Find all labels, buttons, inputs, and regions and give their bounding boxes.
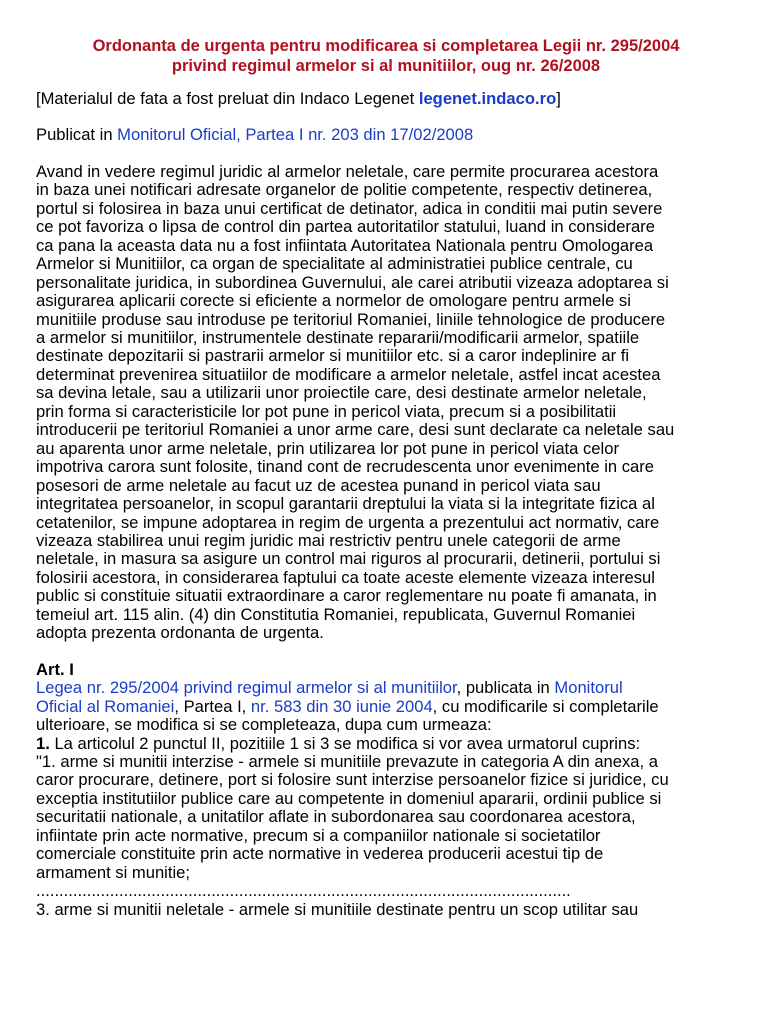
preamble-line: integritatea persoanelor, in scopul garantarii dreptului la viata si la integritate fizica al — [36, 494, 655, 514]
source-suffix: ] — [556, 89, 561, 108]
quote-line: exceptia institutiilor publice care au competente in domeniul apararii, ordinii publice si — [36, 788, 662, 808]
quote-line: comerciale constituite prin acte normative in vederea producerii acestui tip de — [36, 844, 604, 864]
preamble-line: cetatenilor, se impune adoptarea in regim de urgenta a prezentului act normativ, care — [36, 512, 660, 532]
quote-line: infiintate prin acte normative, precum si a companiilor nationale si societatilor — [36, 825, 601, 845]
preamble-line: a armelor si munitiilor, instrumentele destinate repararii/modificarii armelor, spatiile — [36, 327, 640, 347]
oficial-link[interactable]: Oficial al Romaniei — [36, 696, 175, 716]
preamble-line: sa devina letale, sau a utilizarii unor proiectile care, desi destinate armelor neletale, — [36, 383, 647, 403]
document-title — [36, 36, 736, 76]
preamble-line: ca pana la aceasta data nu a fost infiintata Autoritatea Nationala pentru Omologarea — [36, 235, 654, 255]
preamble-line: personalitate juridica, in subordinea Guvernului, ale carei atributii vizeaza adoptarea si — [36, 272, 669, 292]
quote-line: armament si munitie; — [36, 862, 191, 882]
preamble-line: au aparenta unor arme neletale, prin utilizarea lor pot pune in pericol viata celor — [36, 438, 619, 458]
source-note — [36, 90, 736, 108]
preamble-line: ce pot favoriza o lipsa de control din partea autoritatilor statului, luand in considerare — [36, 217, 655, 237]
preamble-line: prin forma si caracteristicile lor pot pune in pericol viata, precum si a posibilitatii — [36, 401, 617, 421]
quote-line: caror procurare, detinere, port si folosire sunt interzise persoanelor fizice si juridice, cu — [36, 770, 669, 790]
preamble-line: in baza unei notificari adresate organelor de politie competente, respectiv detinerea, — [36, 180, 653, 200]
preamble-line: public si constituie situatii extraordinare a caror reglementare nu poate fi amanata, in — [36, 586, 657, 606]
preamble-line: portul si folosirea in baza unui certificat de detinator, adica in conditii mai putin severe — [36, 198, 663, 218]
quote-line: securitatii nationale, a unitatilor aflate in subordonarea sau coordonarea acestora, — [36, 807, 636, 827]
article-section — [36, 661, 736, 919]
preamble-line: neletale, in masura sa asigure un control mai riguros al procurarii, detinerii, portului si — [36, 549, 661, 569]
title-line-1: Ordonanta de urgenta pentru modificarea si completarea Legii nr. 295/2004 — [92, 37, 680, 55]
publication-note — [36, 126, 736, 144]
preamble-line: Avand in vedere regimul juridic al armelor neletale, care permite procurarea acestora — [36, 161, 659, 181]
ellipsis-line: .................................................................................................................... — [36, 881, 571, 901]
quote-line: "1. arme si munitii interzise - armele si munitiile prevazute in categoria A din anexa, a — [36, 751, 658, 771]
issue-link[interactable]: nr. 583 din 30 iunie 2004 — [250, 696, 433, 716]
preamble-line: adopta prezenta ordonanta de urgenta. — [36, 623, 324, 643]
point-text: La articolul 2 punctul II, pozitiile 1 si 3 se modifica si vor avea urmatorul cuprins: — [49, 733, 641, 753]
point-number: 1. — [36, 733, 50, 753]
preamble-line: vizeaza stabilirea unui regim juridic mai restrictiv pentru unele categorii de arme — [36, 530, 621, 550]
monitorul-oficial-link[interactable]: Monitorul Oficial, Partea I nr. 203 din 17/02/2008 — [117, 125, 474, 145]
quoted-text — [36, 753, 736, 882]
preamble-line: destinate depozitarii si pastrarii armelor si munitiilor etc. si a caror indeplinire ar fi — [36, 346, 629, 366]
preamble-line: determinat prevenirea situatiilor de modificare a armelor neletale, astfel incat acestea — [36, 364, 661, 384]
preamble-line: posesori de arme neletale au facut uz de acestea punand in pericol viata sau — [36, 475, 601, 495]
intro-text-3: , cu modificarile si completarile — [432, 696, 659, 716]
preamble-line: asigurarea aplicarii corecte si eficiente a normelor de omologare pentru armele si — [36, 291, 631, 311]
intro-text: , publicata in — [456, 678, 555, 698]
preamble-line: munitiile produse sau introduse pe teritoriul Romaniei, liniile tehnologice de producere — [36, 309, 666, 329]
intro-line-3: ulterioare, se modifica si se completeaza, dupa cum urmeaza: — [36, 715, 492, 735]
item-3-line: 3. arme si munitii neletale - armele si munitiile destinate pentru un scop utilitar sau — [36, 899, 639, 919]
document-page — [36, 0, 736, 919]
preamble-line: folosirii acestora, in considerarea faptului ca toate aceste elemente vizeaza interesul — [36, 567, 655, 587]
intro-text-2: , Partea I, — [174, 696, 251, 716]
legenet-link[interactable]: legenet.indaco.ro — [418, 89, 557, 108]
published-prefix: Publicat in — [36, 125, 118, 145]
article-heading: Art. I — [36, 659, 74, 679]
preamble-line: introducerii pe teritoriul Romaniei a unor arme care, desi sunt declarate ca neletale sau — [36, 420, 675, 440]
preamble-line: impotriva carora sunt folosite, tinand cont de recrudescenta unor evenimente in care — [36, 457, 654, 477]
preamble-paragraph — [36, 163, 736, 643]
monitorul-link[interactable]: Monitorul — [554, 678, 623, 698]
title-line-2: privind regimul armelor si al munitiilor, oug nr. 26/2008 — [171, 57, 601, 75]
preamble-line: Armelor si Munitiilor, ca organ de specialitate al administratiei publice centrale, cu — [36, 254, 633, 274]
law-link[interactable]: Legea nr. 295/2004 privind regimul armelor si al munitiilor — [36, 678, 457, 698]
preamble-line: temeiul art. 115 alin. (4) din Constitutia Romaniei, republicata, Guvernul Romaniei — [36, 604, 636, 624]
source-prefix: [Materialul de fata a fost preluat din Indaco Legenet — [36, 89, 419, 108]
